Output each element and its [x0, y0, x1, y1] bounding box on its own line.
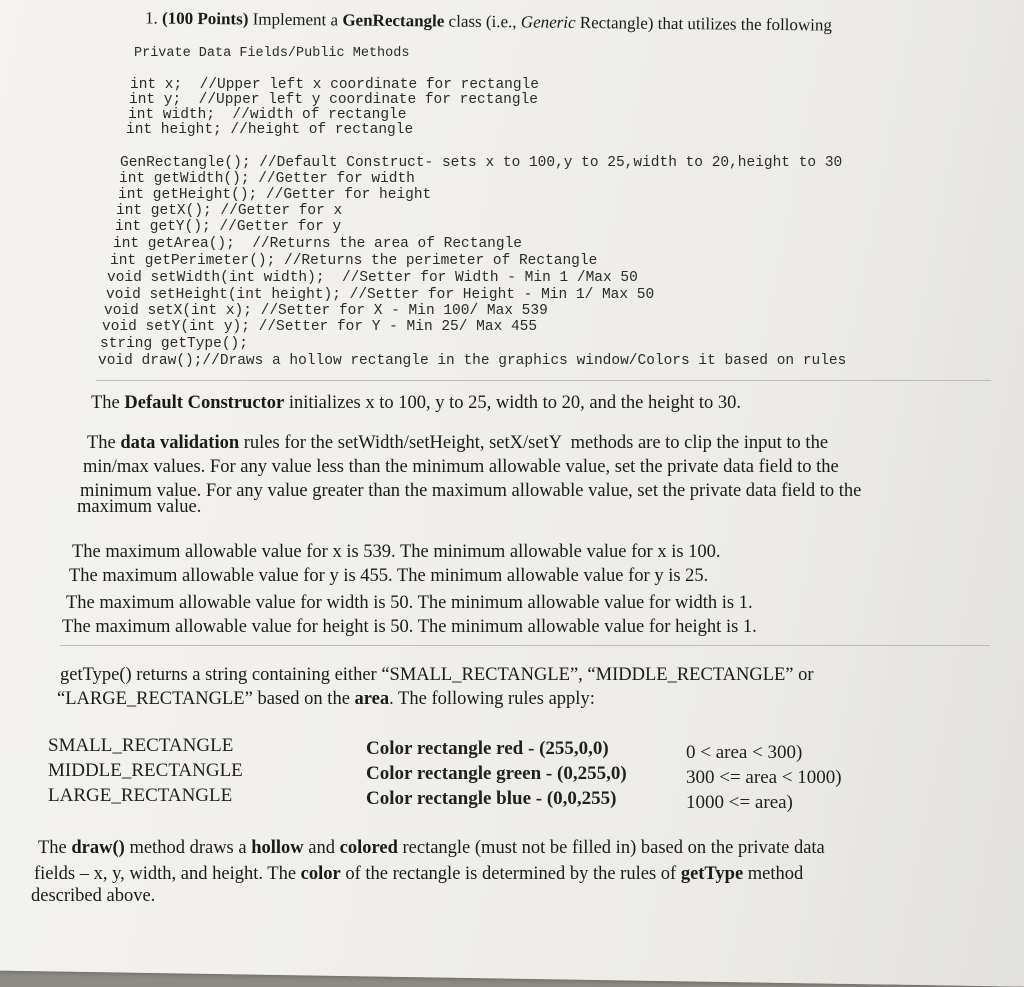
class-name: GenRectangle [342, 10, 445, 31]
code-line-method: int getArea(); //Returns the area of Rectangle [113, 236, 522, 252]
draw-line [34, 864, 803, 885]
code-line-method: int getPerimeter(); //Returns the perimeter of Rectangle [110, 253, 598, 269]
code-line-field: int width; //width of rectangle [128, 107, 407, 123]
code-line-field: int y; //Upper left y coordinate for rectangle [129, 92, 538, 108]
title-text: Implement a [248, 9, 343, 30]
paragraph-text: and [303, 838, 340, 858]
section-subtitle: Private Data Fields/Public Methods [134, 46, 410, 61]
points-label: (100 Points) [161, 8, 249, 29]
bold-term: Default Constructor [124, 393, 285, 413]
rule-range: 0 < area < 300) [686, 742, 803, 763]
limit-line: The maximum allowable value for height is 50. The minimum allowable value for height is 1. [62, 617, 757, 637]
limit-line: The maximum allowable value for y is 455. The minimum allowable value for y is 25. [69, 566, 709, 586]
paragraph-text: The [87, 433, 121, 453]
rule-types-column [48, 733, 243, 808]
title-text: Rectangle) that utilizes the following [575, 12, 833, 35]
question-number: 1. [144, 8, 163, 28]
code-line-method: void setHeight(int height); //Setter for Height - Min 1/ Max 50 [106, 287, 655, 303]
bold-term: draw() [71, 838, 125, 858]
validation-line [87, 433, 828, 454]
constructor-paragraph [91, 393, 741, 414]
limit-line: The maximum allowable value for x is 539. The minimum allowable value for x is 100. [72, 542, 721, 562]
bold-term: data validation [120, 433, 240, 453]
bold-term: color [300, 864, 341, 884]
code-line-method: GenRectangle(); //Default Construct- sets x to 100,y to 25,width to 20,height to 30 [120, 155, 843, 171]
divider [60, 645, 990, 646]
rule-color: Color rectangle blue - (0,0,255) [366, 788, 617, 809]
validation-line: min/max values. For any value less than the minimum allowable value, set the private data field to the [83, 457, 839, 477]
validation-line: maximum value. [77, 497, 202, 517]
divider [96, 380, 991, 381]
title-text: class (i.e., [444, 11, 521, 32]
draw-line [38, 838, 825, 859]
paragraph-text: method [743, 864, 804, 884]
rule-ranges-column [686, 740, 842, 815]
draw-line: described above. [31, 886, 156, 906]
bold-term: colored [339, 838, 398, 858]
paragraph-text: initializes x to 100, y to 25, width to 20, and the height to 30. [284, 393, 741, 413]
code-line-method: void setY(int y); //Setter for Y - Min 25/ Max 455 [102, 319, 538, 335]
paragraph-text: of the rectangle is determined by the rules of [340, 864, 681, 884]
validation-line: minimum value. For any value greater than the maximum allowable value, set the private data field to the [80, 481, 862, 501]
rule-range: 1000 <= area) [686, 792, 793, 813]
code-line-method: void setX(int x); //Setter for X - Min 100/ Max 539 [104, 303, 548, 319]
code-line-field: int height; //height of rectangle [126, 122, 414, 138]
code-line-field: int x; //Upper left x coordinate for rectangle [130, 77, 539, 93]
paragraph-text: The [38, 838, 72, 858]
paragraph-text: rules for the setWidth/setHeight, setX/setY methods are to clip the input to the [239, 433, 829, 453]
bold-term: getType [680, 864, 744, 884]
paragraph-text: “LARGE_RECTANGLE” based on the [57, 689, 355, 709]
rule-color: Color rectangle green - (0,255,0) [366, 763, 627, 784]
bold-term: hollow [251, 838, 304, 858]
code-line-method: int getX(); //Getter for x [116, 203, 343, 219]
gettype-line: getType() returns a string containing either “SMALL_RECTANGLE”, “MIDDLE_RECTANGLE” or [60, 665, 814, 685]
code-line-method: int getY(); //Getter for y [115, 219, 342, 235]
code-line-method: void draw();//Draws a hollow rectangle in the graphics window/Colors it based on rules [98, 353, 847, 369]
paragraph-text: The [91, 393, 125, 413]
rule-color: Color rectangle red - (255,0,0) [366, 738, 609, 759]
bold-term: area [354, 689, 390, 709]
question-title [145, 8, 832, 35]
rule-range: 300 <= area < 1000) [686, 767, 842, 788]
code-line-method: string getType(); [100, 336, 248, 352]
code-line-method: int getWidth(); //Getter for width [119, 171, 415, 187]
rule-colors-column [366, 736, 627, 811]
gettype-line [57, 689, 595, 710]
paragraph-text: method draws a [124, 838, 252, 858]
code-line-method: int getHeight(); //Getter for height [118, 187, 432, 203]
code-line-method: void setWidth(int width); //Setter for Width - Min 1 /Max 50 [107, 270, 638, 286]
paragraph-text: . The following rules apply: [389, 689, 595, 709]
paragraph-text: fields – x, y, width, and height. The [34, 864, 301, 884]
rule-type: SMALL_RECTANGLE [48, 735, 234, 756]
rule-type: LARGE_RECTANGLE [48, 785, 233, 806]
paragraph-text: rectangle (must not be filled in) based on the private data [397, 838, 825, 858]
rule-type: MIDDLE_RECTANGLE [48, 760, 243, 781]
limit-line: The maximum allowable value for width is 50. The minimum allowable value for width is 1. [66, 593, 753, 613]
generic-word: Generic [520, 12, 576, 32]
